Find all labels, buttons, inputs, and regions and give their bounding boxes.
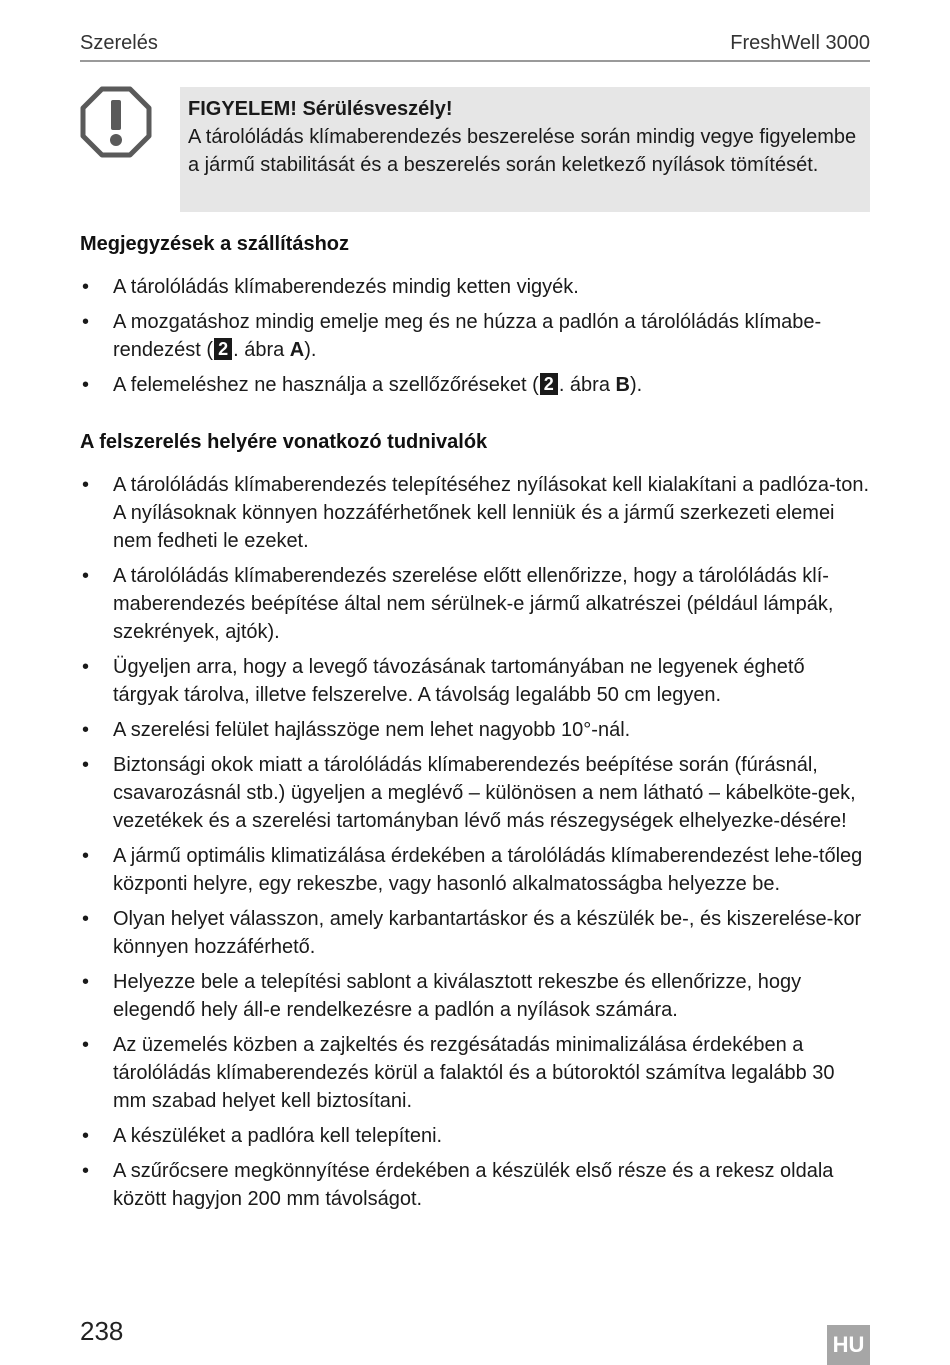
list-item: • Ügyeljen arra, hogy a levegő távozásának tartományában ne legyenek éghető tárgyak tárolva, illetve felszerelve. A távolság legalább 50 cm legyen.	[80, 653, 870, 709]
figure-letter: B	[615, 374, 630, 396]
list-item: • Olyan helyet válasszon, amely karbantartáskor és a készülék be-, és kiszerelése-kor könnyen hozzáférhető.	[80, 905, 870, 961]
transport-list	[80, 273, 870, 399]
transport-section	[80, 230, 870, 399]
list-item: • A szűrőcsere megkönnyítése érdekében a készülék első része és a rekesz oldala között hagyjon 200 mm távolságot.	[80, 1157, 870, 1213]
installation-list	[80, 471, 870, 1213]
list-item: • A jármű optimális klimatizálása érdekében a tárolóládás klímaberendezést lehe-tőleg központi helyre, egy rekeszbe, vagy hasonló alkalmatosságba helyezze be.	[80, 842, 870, 898]
figure-ref-badge: 2	[214, 338, 232, 360]
list-item: • A készüléket a padlóra kell telepíteni.	[80, 1122, 870, 1150]
list-item: • Helyezze bele a telepítési sablont a kiválasztott rekeszbe és ellenőrizze, hogy elegendő hely áll-e rendelkezésre a padlón a nyílások számára.	[80, 968, 870, 1024]
list-item: • A tárolóládás klímaberendezés mindig ketten vigyék.	[80, 273, 870, 301]
list-item: • A mozgatáshoz mindig emelje meg és ne húzza a padlón a tárolóládás klímabe-rendezést ( 2 . ábra A).	[80, 308, 870, 364]
warning-text: A tárolóládás klímaberendezés beszerelése során mindig vegye figyelembe a jármű stabilitását és a beszerelés során keletkező nyílások tömítését.	[188, 126, 857, 176]
figure-letter: A	[289, 339, 305, 361]
warning-box	[180, 87, 870, 212]
installation-heading: A felszerelés helyére vonatkozó tudnivalók	[80, 431, 488, 453]
list-item: • A tárolóládás klímaberendezés telepítéséhez nyílásokat kell kialakítani a padlóza-ton. A nyílásoknak könnyen hozzáférhetőnek kell lenniük és a jármű szerkezeti elemei nem fedheti le ezeket.	[80, 471, 870, 555]
figure-ref-badge: 2	[540, 373, 558, 395]
list-item: • Az üzemelés közben a zajkeltés és rezgésátadás minimalizálása érdekében a tárolóládás klímaberendezés körül a falaktól és a bútoroktól számítva legalább 30 mm szabad helyet kell biztosítani.	[80, 1031, 870, 1115]
exclamation-octagon-icon	[80, 86, 152, 158]
header-product-name: FreshWell 3000	[730, 32, 870, 54]
transport-heading: Megjegyzések a szállításhoz	[80, 233, 350, 255]
installation-section	[80, 428, 870, 1213]
warning-title: FIGYELEM! Sérülésveszély!	[188, 98, 453, 120]
page-number: 238	[80, 1316, 124, 1346]
list-item: • A felemeléshez ne használja a szellőzőréseket ( 2 . ábra B).	[80, 371, 870, 399]
list-item: • A tárolóládás klímaberendezés szerelése előtt ellenőrizze, hogy a tárolóládás klí-maberendezés beépítése által nem sérülnek-e jármű alkatrészei (például lámpák, szekrények, ajtók).	[80, 562, 870, 646]
language-badge: HU	[827, 1325, 870, 1365]
list-item: • Biztonsági okok miatt a tárolóládás klímaberendezés beépítése során (fúrásnál, csavarozásnál stb.) ügyeljen a meglévő – különösen a nem látható – kábelköte-gek, vezetékek és a szerelési tartományban lévő más részegységek elhelyezke-désére!	[80, 751, 870, 835]
list-item: • A szerelési felület hajlásszöge nem lehet nagyobb 10°-nál.	[80, 716, 870, 744]
header-section-title: Szerelés	[80, 32, 158, 54]
page-header	[80, 30, 870, 62]
